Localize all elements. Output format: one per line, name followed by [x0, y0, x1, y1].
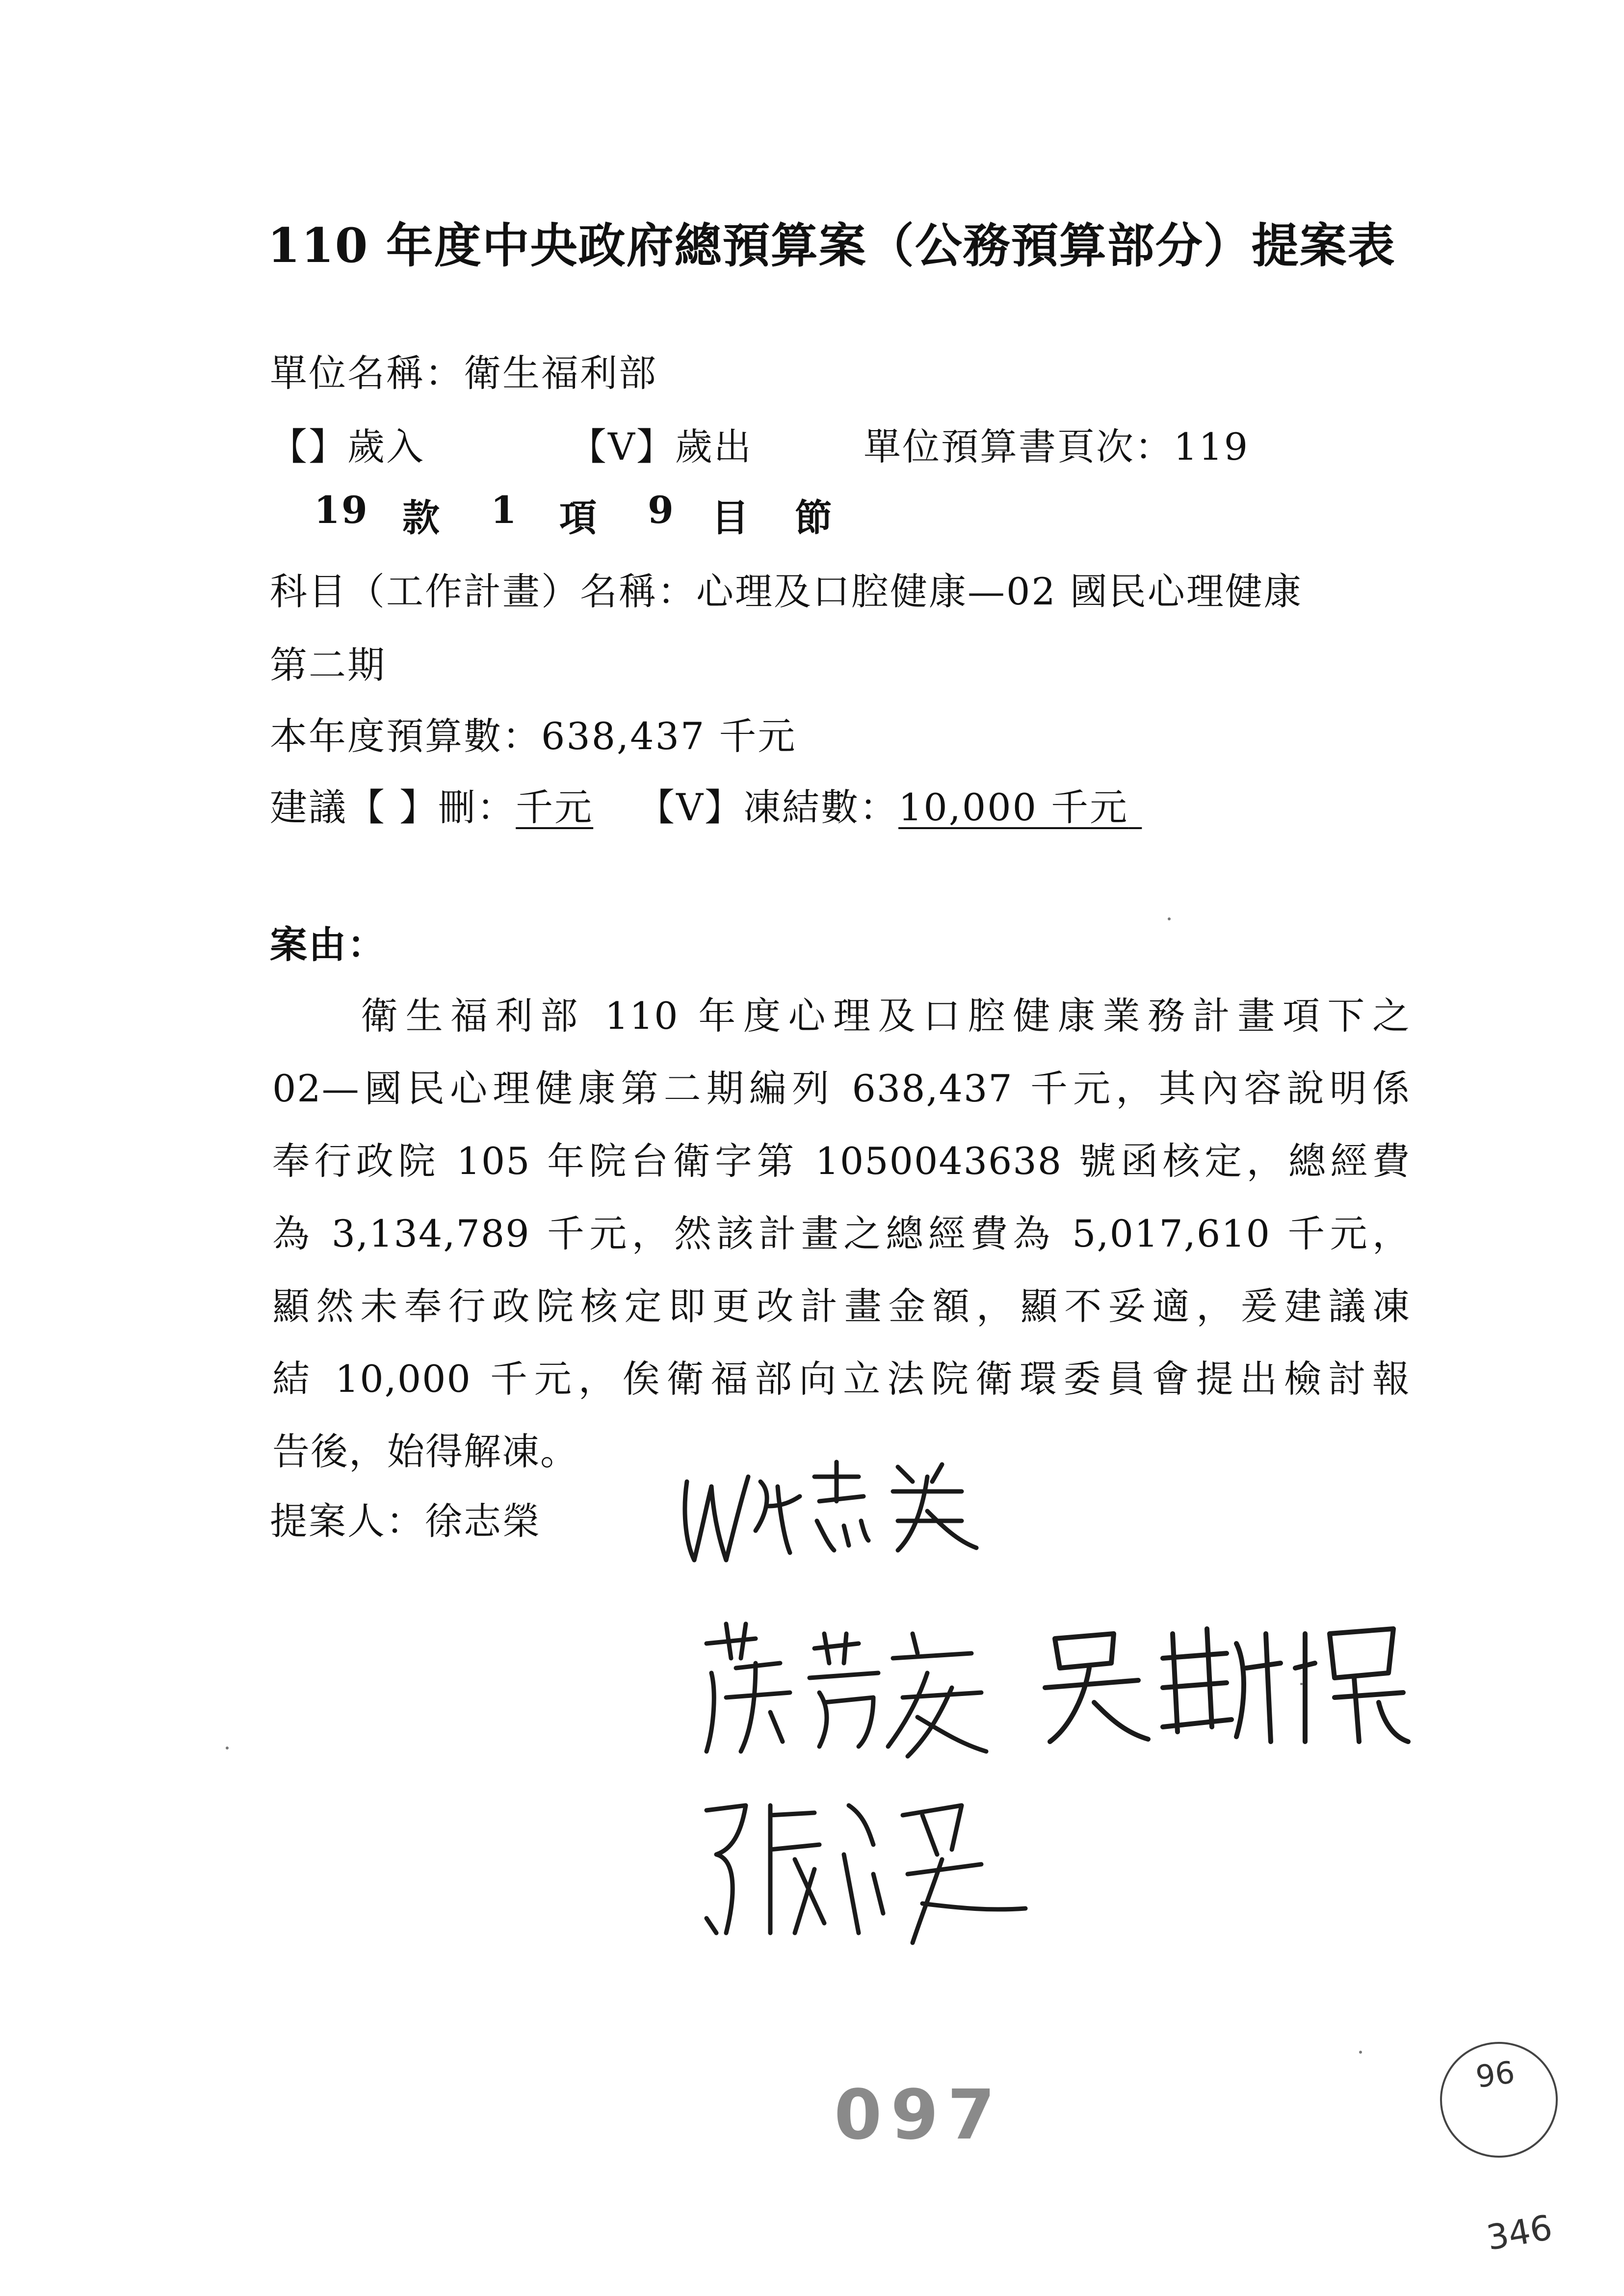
- section-jie-label: 節: [795, 496, 834, 540]
- reason-line: 02—國民心理健康第二期編列 638,437 千元，其內容說明係: [272, 1067, 1411, 1110]
- proposal-line: [270, 778, 1168, 831]
- circled-number: 96: [1473, 2054, 1517, 2095]
- revenue-checkbox: 【】歲入: [270, 425, 425, 469]
- section-kuan-number: 19: [314, 488, 369, 532]
- page-number: 097: [834, 2075, 1004, 2155]
- signature-co-signer: [687, 1786, 1040, 1964]
- signature-co-signer: [1040, 1614, 1413, 1753]
- section-xiang-number: 1: [491, 488, 518, 532]
- reason-line: 為 3,134,789 千元，然該計畫之總經費為 5,017,610 千元，: [272, 1212, 1411, 1255]
- underline-tail: [1128, 785, 1168, 829]
- proposal-freeze-label: 【V】凍結數：: [637, 785, 899, 829]
- section-kuan-label: 款: [402, 496, 441, 540]
- proposal-cut-value: 千元: [516, 785, 594, 829]
- reason-line: 衛生福利部 110 年度心理及口腔健康業務計畫項下之: [361, 994, 1411, 1038]
- expense-checkbox: 【V】歲出: [569, 425, 753, 469]
- scan-speck: [1300, 1683, 1303, 1685]
- section-xiang-label: 項: [559, 496, 598, 540]
- signature-co-signer: [697, 1614, 1040, 1763]
- reason-line: 顯然未奉行政院核定即更改計畫金額，顯不妥適，爰建議凍: [272, 1284, 1411, 1328]
- budget-amount: 本年度預算數：638,437 千元: [270, 714, 797, 758]
- section-mu-number: 9: [648, 488, 675, 532]
- scan-speck: [1359, 2051, 1362, 2054]
- unit-name: 單位名稱：衛生福利部: [270, 351, 657, 395]
- subject-name-line1: 科目（工作計畫）名稱：心理及口腔健康—02 國民心理健康: [270, 570, 1303, 613]
- document-title: 110 年度中央政府總預算案（公務預算部分）提案表: [267, 218, 1396, 273]
- proposer: 提案人：徐志榮: [270, 1499, 541, 1543]
- reason-line: 奉行政院 105 年院台衛字第 1050043638 號函核定，總經費: [272, 1139, 1411, 1183]
- signature-proposer: [667, 1447, 1001, 1577]
- reason-line: 結 10,000 千元，俟衛福部向立法院衛環委員會提出檢討報: [272, 1357, 1411, 1401]
- circled-page-marker: [1433, 2036, 1565, 2164]
- scan-speck: [226, 1747, 229, 1749]
- budget-book-page: 單位預算書頁次：119: [864, 425, 1250, 469]
- reason-paragraph: [272, 986, 1411, 1477]
- proposal-freeze-value: 10,000 千元: [898, 785, 1129, 829]
- corner-number: 346: [1483, 2207, 1555, 2258]
- subject-name-line2: 第二期: [270, 643, 386, 687]
- circle-mark: [1433, 2036, 1565, 2164]
- reason-heading: 案由：: [270, 923, 386, 966]
- scan-speck: [1168, 917, 1171, 920]
- reason-line: 告後，始得解凍。: [272, 1430, 578, 1473]
- proposal-cut-label: 建議【 】刪：: [270, 785, 516, 829]
- section-mu-label: 目: [711, 496, 750, 540]
